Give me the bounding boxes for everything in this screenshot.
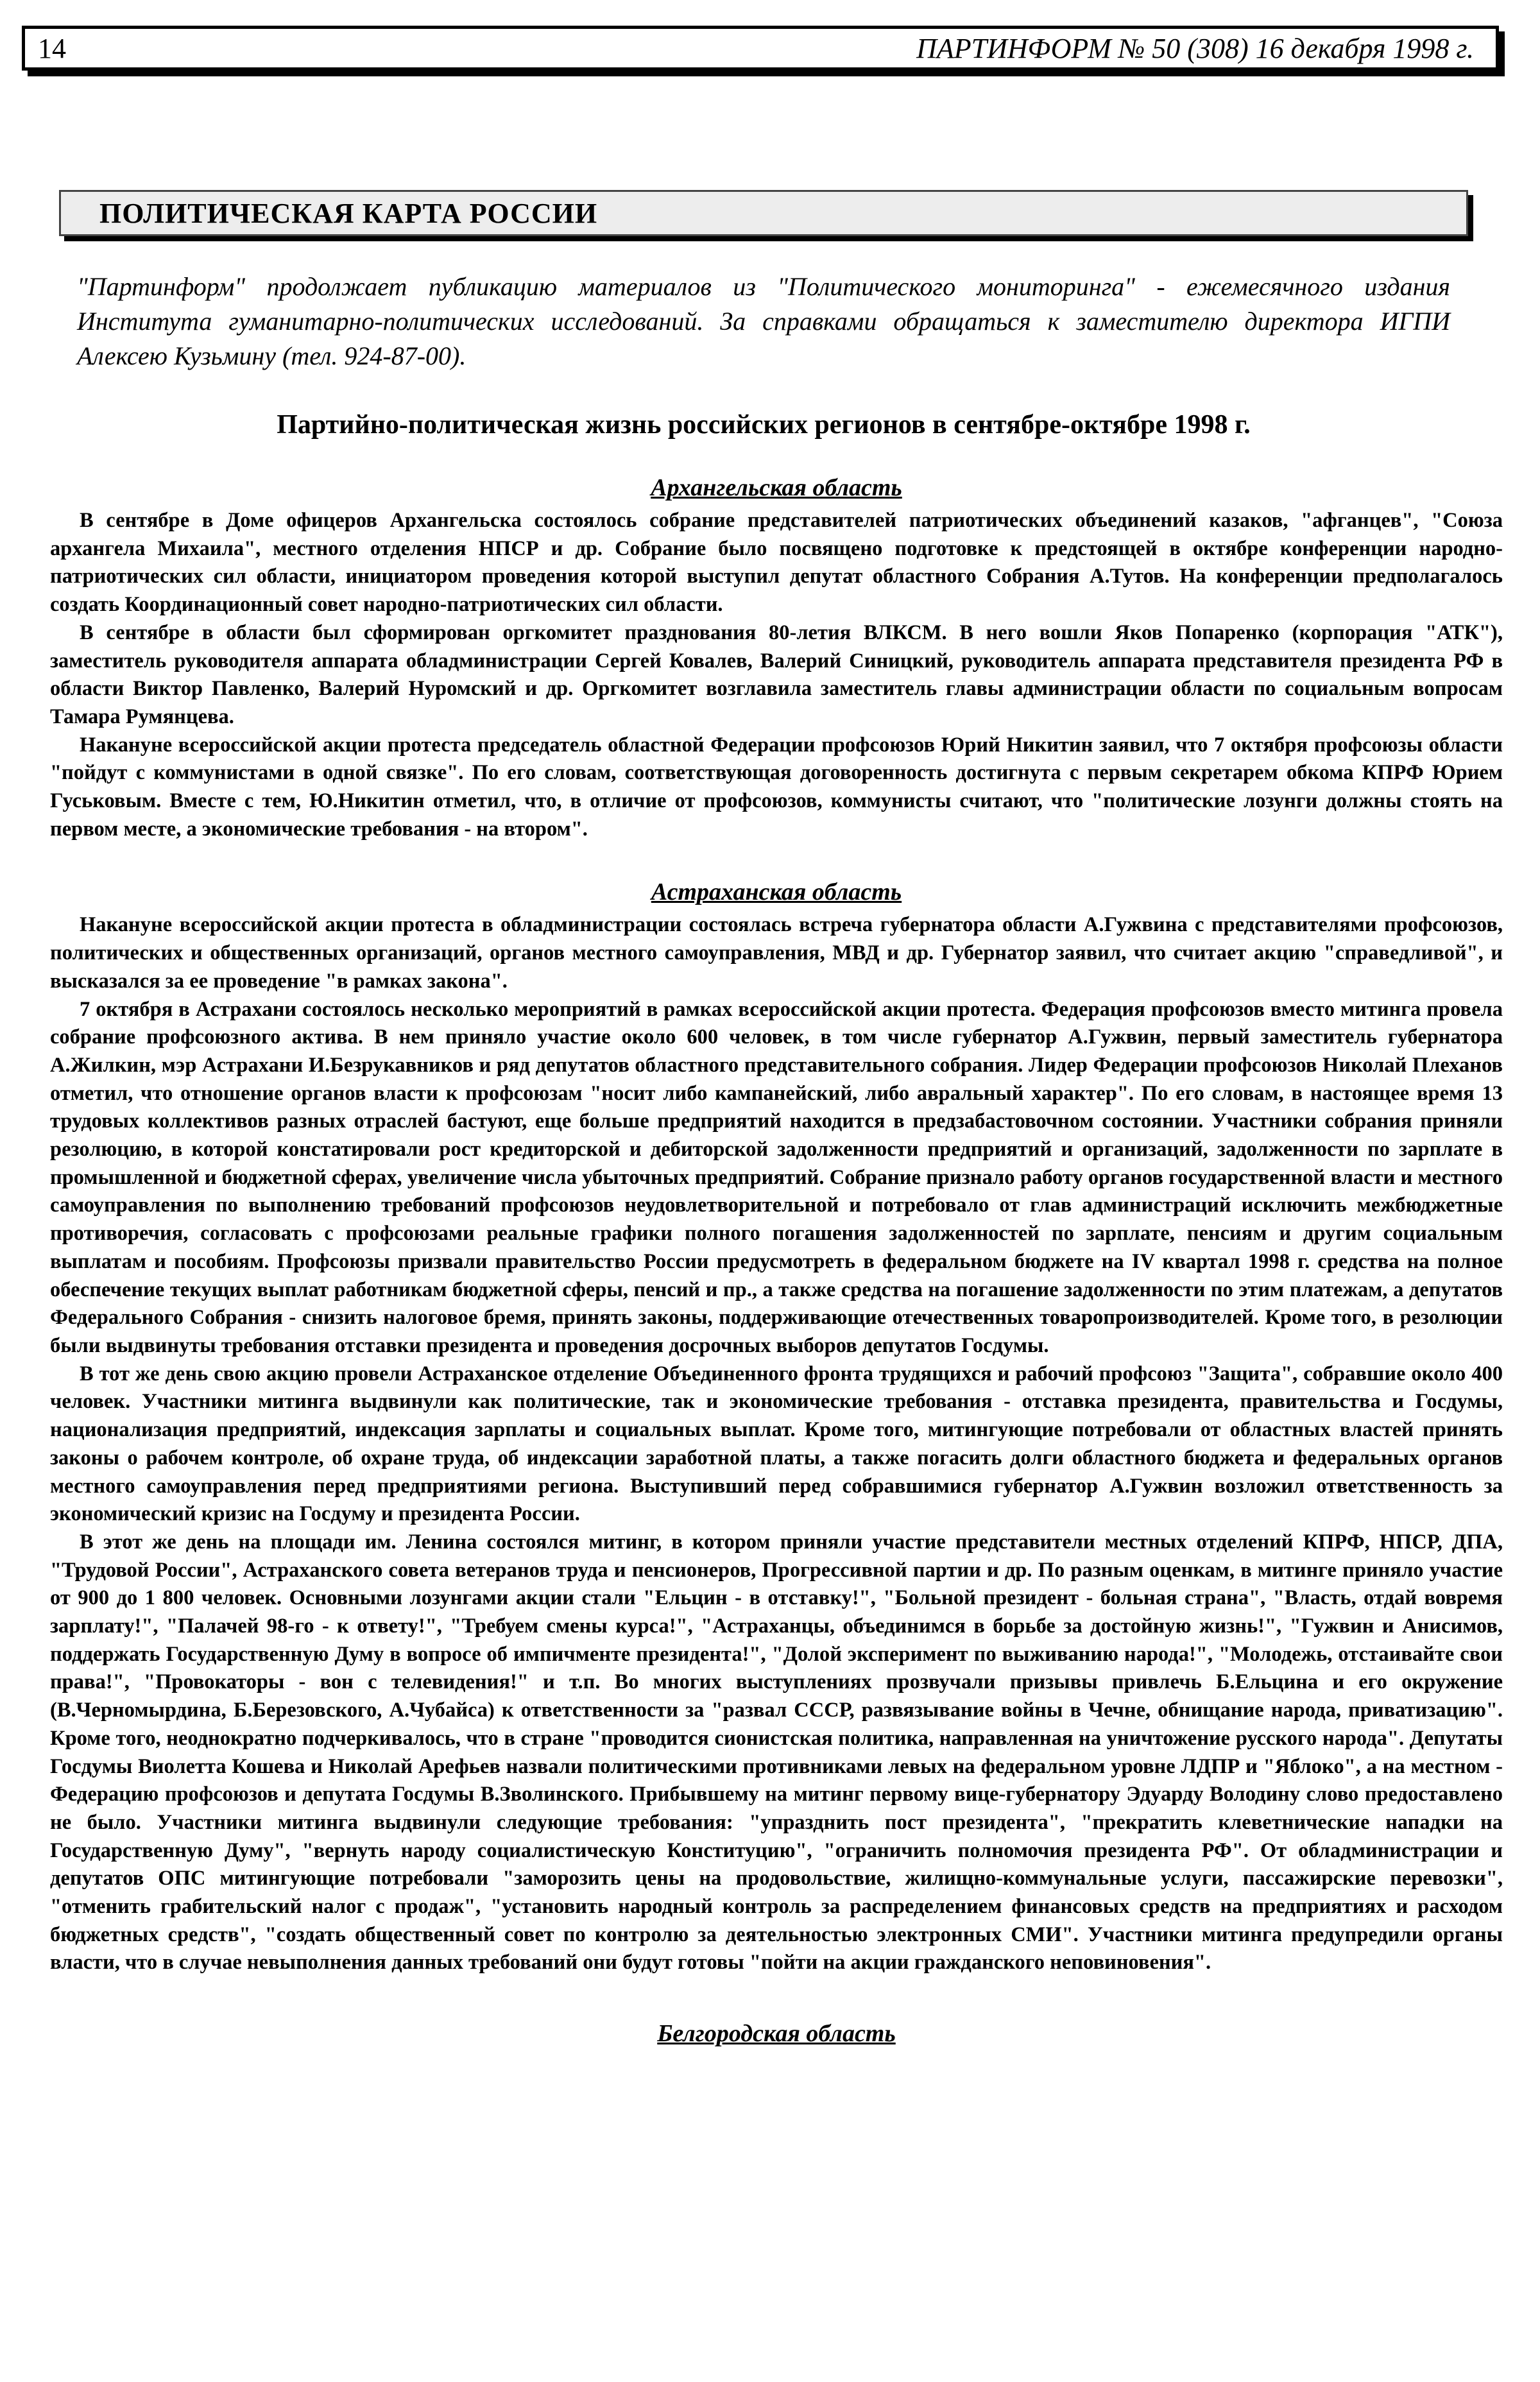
paragraph: В сентябре в Доме офицеров Архангельска состоялось собрание представителей патриотических объединений казаков, "афганцев", "Союза архангела Михаила", местного отделения НПСР и др. Собрание было посвящено подготовке к предстоящей в октябре конференции народно-патриотических сил области, инициатором проведения которой выступил депутат областного Собрания А.Тутов. На конференции предполагалось создать Координационный совет народно-патриотических сил области. — [50, 509, 1503, 617]
region-title-belgorod: Белгородская область — [657, 2020, 896, 2048]
page-number: 14 — [38, 32, 66, 64]
paragraph: В этот же день на площади им. Ленина состоялся митинг, в котором приняли участие представители местных отделений КПРФ, НПСР, ДПА, "Трудовой России", Астраханского совета ветеранов труда и пенсионеров, Прогрессивной партии и др. По разным оценкам, в митинге приняло участие от 900 до 1 800 человек. Основными лозунгами акции стали "Ельцин - в отставку!", "Больной президент - больная страна", "Власть, отдай вовремя зарплату!", "Палачей 98-го - к ответу!", "Требуем смены курса!", "Астраханцы, объединимся в борьбе за достойную жизнь!", "Гужвин и Анисимов, поддержать Государственную Думу в вопросе об импичменте президента!", "Долой эксперимент по выживанию народа!", "Молодежь, отстаивайте свои права!", "Провокаторы - вон с телевидения!" и т.п. Во многих выступлениях прозвучали призывы привлечь Б.Ельцина и его окружение (В.Черномырдина, Б.Березовского, А.Чубайса) к ответственности за "развал СССР, развязывание войны в Чечне, обнищание народа, приватизацию". Кроме того, неоднократно подчеркивалось, что в стране "проводится сионистская политика, направленная на уничтожение русского народа". Депутаты Госдумы Виолетта Кошева и Николай Арефьев назвали политическими противниками левых на федеральном уровне ЛДПР и "Яблоко", а на местном - Федерацию профсоюзов и депутата Госдумы В.Зволинского. Прибывшему на митинг первому вице-губернатору Эдуарду Володину слово предоставлено не было. Участники митинга выдвинули следующие требования: "упразднить пост президента", "прекратить клеветнические нападки на Государственную Думу", "вернуть народу социалистическую Конституцию", "ограничить полномочия президента РФ". От обладминистрации и депутатов ОПС митингующие потребовали "заморозить цены на продовольствие, жилищно-коммунальные услуги, пассажирские перевозки", "отменить грабительский налог с продаж", "установить народный контроль за распределением финансовых средств на предприятиях и расходом бюджетных средств", "создать общественный совет по контролю за деятельностью электронных СМИ". Участники митинга предупредили органы власти, что в случае невыполнения данных требований они будут готовы "пойти на акции гражданского неповиновения". — [50, 1530, 1503, 1975]
paragraph: В сентябре в области был сформирован оргкомитет празднования 80-летия ВЛКСМ. В него вошли Яков Попаренко (корпорация "АТК"), заместитель руководителя аппарата обладминистрации Сергей Ковалев, Валерий Синицкий, руководитель аппарата представителя президента РФ в области Виктор Павленко, Валерий Нуромский и др. Оргкомитет возглавила заместитель главы администрации области по социальным вопросам Тамара Румянцева. — [50, 621, 1503, 728]
issue-info: ПАРТИНФОРМ № 50 (308) 16 декабря 1998 г. — [916, 32, 1474, 64]
paragraph: 7 октября в Астрахани состоялось несколько мероприятий в рамках всероссийской акции протеста. Федерация профсоюзов вместо митинга провела собрание профсоюзного актива. В нем приняло участие около 600 человек, в том числе губернатор А.Гужвин, первый заместитель губернатора А.Жилкин, мэр Астрахани И.Безрукавников и ряд депутатов областного представительного собрания. Лидер Федерации профсоюзов Николай Плеханов отметил, что отношение органов власти к профсоюзам "носит либо кампанейский, либо авральный характер". По его словам, в настоящее время 13 трудовых коллективов разных отраслей бастуют, еще больше предприятий находится в предзабастовочном состоянии. Участники собрания приняли резолюцию, в которой констатировали рост кредиторской и дебиторской задолженности предприятий и организаций, задолженности по зарплате в промышленной и бюджетной сферах, увеличение числа убыточных предприятий. Собрание признало работу органов государственной власти и местного самоуправления по выполнению требований профсоюзов неудовлетворительной и потребовало от глав администраций исключить межбюджетные противоречия, согласовать с профсоюзами реальные графики полного погашения задолженностей по зарплате, пенсиям и другим социальным выплатам и пособиям. Профсоюзы призвали правительство России предусмотреть в федеральном бюджете на IV квартал 1998 г. средства на полное обеспечение текущих выплат работникам бюджетной сферы, пенсий и пр., а также средства на погашение задолженности по этим платежам, а депутатов Федерального Собрания - снизить налоговое бремя, принять законы, поддерживающие отечественных товаропроизводителей. Кроме того, в резолюции были выдвинуты требования отставки президента и проведения досрочных выборов депутатов Госдумы. — [50, 997, 1503, 1357]
paragraph: В тот же день свою акцию провели Астраханское отделение Объединенного фронта трудящихся и рабочий профсоюз "Защита", собравшие около 400 человек. Участники митинга выдвинули как политические, так и экономические требования - отставка президента, правительства и Госдумы, национализация предприятий, индексация зарплаты и социальных выплат. Кроме того, митингующие потребовали от областных властей принять законы о рабочем контроле, об охране труда, об индексации заработной платы, а также погасить долги областного бюджета и федеральных органов местного самоуправления перед предприятиями региона. Выступивший перед собравшимися губернатор А.Гужвин возложил ответственность за экономический кризис на Госдуму и президента России. — [50, 1362, 1503, 1526]
intro-text: "Партинформ" продолжает публикацию материалов из "Политического мониторинга" - ежемесячного издания Института гуманитарно-политических исследований. За справками обращаться к заместителю директора ИГПИ Алексею Кузьмину (тел. 924-87-00). — [77, 272, 1450, 370]
paragraph: Накануне всероссийской акции протеста в обладминистрации состоялась встреча губернатора области А.Гужвина с представителями профсоюзов, политических и общественных организаций, органов местного самоуправления, МВД и др. Губернатор заявил, что считает акцию "справедливой", и высказался за ее проведение "в рамках закона". — [50, 913, 1503, 993]
page-header — [22, 26, 1499, 71]
paragraph: Накануне всероссийской акции протеста председатель областной Федерации профсоюзов Юрий Никитин заявил, что 7 октября профсоюзы области "пойдут с коммунистами в одной связке". По его словам, соответствующая договоренность достигнута с первым секретарем обкома КПРФ Юрием Гуськовым. Вместе с тем, Ю.Никитин отметил, что, в отличие от профсоюзов, коммунисты считают, что "политические лозунги должны стоять на первом месте, а экономические требования - на втором". — [50, 733, 1503, 841]
region-title-arkhangelsk: Архангельская область — [651, 474, 902, 501]
region-title-astrakhan: Астраханская область — [651, 878, 902, 906]
article-body — [50, 472, 1503, 2053]
section-title: ПОЛИТИЧЕСКАЯ КАРТА РОССИИ — [59, 190, 1468, 236]
article-title: Партийно-политическая жизнь российских регионов в сентябре-октябре 1998 г. — [277, 410, 1251, 440]
